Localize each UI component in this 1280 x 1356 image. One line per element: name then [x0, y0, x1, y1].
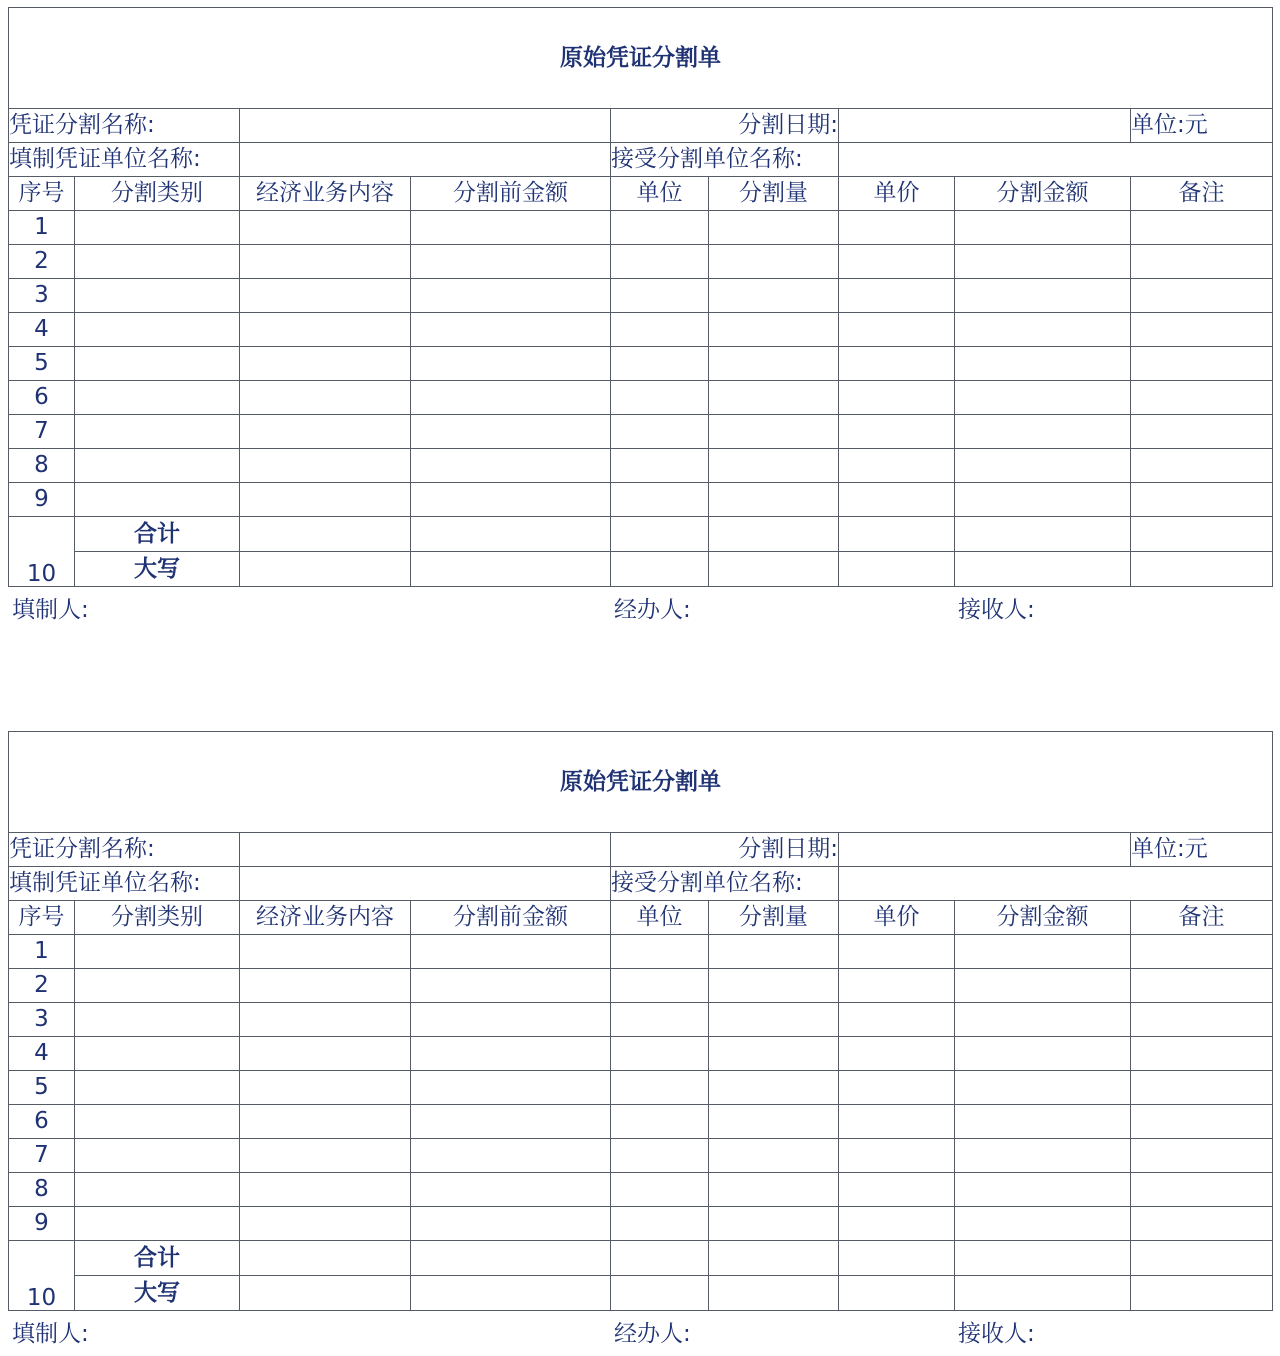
table-cell[interactable]	[240, 279, 411, 313]
table-cell[interactable]	[709, 449, 839, 483]
table-cell[interactable]	[955, 381, 1131, 415]
table-cell[interactable]	[411, 1037, 611, 1071]
table-cell[interactable]	[839, 1105, 955, 1139]
table-cell[interactable]	[75, 347, 240, 381]
row-number: 6	[9, 1105, 75, 1139]
table-cell[interactable]	[240, 415, 411, 449]
col-header: 序号	[9, 177, 75, 211]
col-header: 经济业务内容	[240, 901, 411, 935]
table-cell[interactable]	[839, 935, 955, 969]
split-name-field[interactable]	[240, 833, 611, 867]
capital-row	[9, 552, 1273, 587]
table-cell[interactable]	[240, 517, 411, 552]
table-cell[interactable]	[709, 1276, 839, 1311]
row-number: 10	[9, 517, 75, 587]
table-cell[interactable]	[839, 1207, 955, 1241]
table-cell[interactable]	[75, 449, 240, 483]
table-cell[interactable]	[709, 1105, 839, 1139]
row-number: 8	[9, 449, 75, 483]
table-row	[9, 211, 1273, 245]
table-cell[interactable]	[1131, 935, 1273, 969]
table-cell[interactable]	[411, 381, 611, 415]
table-cell[interactable]	[1131, 1071, 1273, 1105]
col-header: 分割量	[709, 901, 839, 935]
table-cell[interactable]	[240, 1241, 411, 1276]
table-row	[9, 415, 1273, 449]
table-cell[interactable]	[839, 969, 955, 1003]
table-cell[interactable]	[411, 517, 611, 552]
table-cell[interactable]	[955, 1207, 1131, 1241]
table-cell[interactable]	[709, 1173, 839, 1207]
table-cell[interactable]	[1131, 313, 1273, 347]
table-cell[interactable]	[709, 347, 839, 381]
table-cell[interactable]	[240, 552, 411, 587]
table-cell[interactable]	[75, 1207, 240, 1241]
total-label: 合计	[75, 517, 240, 552]
row-number: 3	[9, 279, 75, 313]
table-cell[interactable]	[411, 1071, 611, 1105]
table-cell[interactable]	[955, 1071, 1131, 1105]
table-cell[interactable]	[240, 449, 411, 483]
capital-row	[9, 1276, 1273, 1311]
table-cell[interactable]	[75, 381, 240, 415]
table-cell[interactable]	[955, 313, 1131, 347]
table-cell[interactable]	[955, 245, 1131, 279]
table-cell[interactable]	[75, 1037, 240, 1071]
table-cell[interactable]	[839, 313, 955, 347]
row-number: 5	[9, 347, 75, 381]
table-cell[interactable]	[1131, 1207, 1273, 1241]
table-cell[interactable]	[709, 517, 839, 552]
table-cell[interactable]	[839, 552, 955, 587]
table-cell[interactable]	[1131, 483, 1273, 517]
handler-label: 经办人:	[614, 597, 691, 623]
table-cell[interactable]	[611, 1139, 709, 1173]
table-cell[interactable]	[611, 1037, 709, 1071]
table-cell[interactable]	[839, 279, 955, 313]
table-cell[interactable]	[1131, 1241, 1273, 1276]
table-cell[interactable]	[1131, 969, 1273, 1003]
table-cell[interactable]	[709, 415, 839, 449]
table-cell[interactable]	[709, 1139, 839, 1173]
col-header: 分割量	[709, 177, 839, 211]
table-cell[interactable]	[75, 1105, 240, 1139]
table-cell[interactable]	[1131, 1037, 1273, 1071]
table-cell[interactable]	[1131, 1105, 1273, 1139]
table-cell[interactable]	[709, 1207, 839, 1241]
table-cell[interactable]	[1131, 517, 1273, 552]
table-header-row	[9, 901, 1273, 935]
table-cell[interactable]	[709, 552, 839, 587]
table-cell[interactable]	[955, 347, 1131, 381]
table-row	[9, 279, 1273, 313]
table-row	[9, 1105, 1273, 1139]
table-cell[interactable]	[611, 347, 709, 381]
receiver-unit-label: 接受分割单位名称:	[611, 143, 839, 177]
table-cell[interactable]	[75, 415, 240, 449]
row-number: 4	[9, 1037, 75, 1071]
table-cell[interactable]	[955, 935, 1131, 969]
table-cell[interactable]	[75, 245, 240, 279]
table-cell[interactable]	[611, 313, 709, 347]
table-cell[interactable]	[955, 1276, 1131, 1311]
table-cell[interactable]	[240, 1139, 411, 1173]
table-cell[interactable]	[240, 1173, 411, 1207]
split-name-label: 凭证分割名称:	[9, 833, 240, 867]
table-cell[interactable]	[709, 279, 839, 313]
table-cell[interactable]	[611, 1241, 709, 1276]
table-cell[interactable]	[75, 969, 240, 1003]
table-cell[interactable]	[709, 313, 839, 347]
table-row	[9, 347, 1273, 381]
table-cell[interactable]	[411, 1276, 611, 1311]
table-cell[interactable]	[240, 1003, 411, 1037]
table-cell[interactable]	[240, 211, 411, 245]
table-cell[interactable]	[411, 1173, 611, 1207]
table-cell[interactable]	[611, 1105, 709, 1139]
form-title: 原始凭证分割单	[9, 8, 1273, 109]
row-number: 7	[9, 1139, 75, 1173]
col-header: 单位	[611, 177, 709, 211]
table-cell[interactable]	[75, 935, 240, 969]
capital-label: 大写	[75, 1276, 240, 1311]
table-cell[interactable]	[611, 381, 709, 415]
row-number: 4	[9, 313, 75, 347]
table-cell[interactable]	[611, 1173, 709, 1207]
table-cell[interactable]	[411, 1241, 611, 1276]
table-cell[interactable]	[709, 381, 839, 415]
table-cell[interactable]	[611, 211, 709, 245]
table-row	[9, 1003, 1273, 1037]
table-cell[interactable]	[709, 935, 839, 969]
table-cell[interactable]	[411, 1207, 611, 1241]
table-cell[interactable]	[75, 313, 240, 347]
total-row	[9, 1241, 1273, 1276]
split-date-label: 分割日期:	[611, 833, 839, 867]
table-cell[interactable]	[955, 279, 1131, 313]
table-cell[interactable]	[611, 517, 709, 552]
table-row	[9, 1207, 1273, 1241]
col-header: 备注	[1131, 177, 1273, 211]
row-number: 5	[9, 1071, 75, 1105]
issuer-unit-field[interactable]	[240, 867, 611, 901]
table-cell[interactable]	[240, 483, 411, 517]
table-cell[interactable]	[611, 279, 709, 313]
currency-unit-label: 单位:元	[1131, 109, 1273, 143]
table-cell[interactable]	[411, 415, 611, 449]
issuer-unit-field[interactable]	[240, 143, 611, 177]
table-row	[9, 935, 1273, 969]
table-cell[interactable]	[955, 969, 1131, 1003]
table-cell[interactable]	[709, 483, 839, 517]
total-label: 合计	[75, 1241, 240, 1276]
voucher-table-1	[8, 7, 1273, 587]
table-cell[interactable]	[611, 483, 709, 517]
row-number: 2	[9, 969, 75, 1003]
table-cell[interactable]	[955, 552, 1131, 587]
table-cell[interactable]	[240, 347, 411, 381]
receiver-unit-field[interactable]	[839, 867, 1273, 901]
table-cell[interactable]	[839, 1037, 955, 1071]
table-cell[interactable]	[411, 483, 611, 517]
table-cell[interactable]	[955, 1003, 1131, 1037]
table-cell[interactable]	[411, 245, 611, 279]
table-cell[interactable]	[240, 381, 411, 415]
table-cell[interactable]	[839, 1276, 955, 1311]
split-name-label: 凭证分割名称:	[9, 109, 240, 143]
table-cell[interactable]	[839, 1139, 955, 1173]
table-cell[interactable]	[611, 969, 709, 1003]
table-cell[interactable]	[75, 279, 240, 313]
table-cell[interactable]	[240, 1037, 411, 1071]
table-cell[interactable]	[839, 1173, 955, 1207]
table-cell[interactable]	[839, 347, 955, 381]
table-cell[interactable]	[611, 935, 709, 969]
table-row	[9, 1139, 1273, 1173]
table-cell[interactable]	[839, 1003, 955, 1037]
table-cell[interactable]	[611, 449, 709, 483]
table-cell[interactable]	[1131, 1139, 1273, 1173]
table-cell[interactable]	[709, 1037, 839, 1071]
table-cell[interactable]	[611, 415, 709, 449]
table-cell[interactable]	[75, 1003, 240, 1037]
table-cell[interactable]	[611, 1276, 709, 1311]
table-cell[interactable]	[1131, 1276, 1273, 1311]
table-cell[interactable]	[709, 211, 839, 245]
table-cell[interactable]	[411, 211, 611, 245]
table-cell[interactable]	[240, 1071, 411, 1105]
table-cell[interactable]	[611, 1207, 709, 1241]
table-cell[interactable]	[411, 313, 611, 347]
table-cell[interactable]	[955, 449, 1131, 483]
row-number: 8	[9, 1173, 75, 1207]
table-cell[interactable]	[709, 245, 839, 279]
table-row	[9, 1071, 1273, 1105]
table-cell[interactable]	[240, 1276, 411, 1311]
table-cell[interactable]	[955, 415, 1131, 449]
table-cell[interactable]	[411, 1105, 611, 1139]
table-cell[interactable]	[839, 245, 955, 279]
table-cell[interactable]	[955, 1139, 1131, 1173]
table-cell[interactable]	[240, 313, 411, 347]
table-cell[interactable]	[75, 1071, 240, 1105]
table-cell[interactable]	[411, 552, 611, 587]
table-row	[9, 1037, 1273, 1071]
table-cell[interactable]	[1131, 347, 1273, 381]
table-cell[interactable]	[1131, 245, 1273, 279]
table-cell[interactable]	[411, 279, 611, 313]
row-number: 7	[9, 415, 75, 449]
table-cell[interactable]	[411, 1003, 611, 1037]
table-cell[interactable]	[411, 969, 611, 1003]
table-cell[interactable]	[240, 935, 411, 969]
table-row	[9, 381, 1273, 415]
row-number: 10	[9, 1241, 75, 1311]
table-cell[interactable]	[1131, 449, 1273, 483]
col-header: 分割前金额	[411, 901, 611, 935]
split-date-label: 分割日期:	[611, 109, 839, 143]
voucher-table-2	[8, 731, 1273, 1311]
split-date-field[interactable]	[839, 833, 1131, 867]
table-cell[interactable]	[611, 245, 709, 279]
table-cell[interactable]	[955, 1105, 1131, 1139]
table-row	[9, 245, 1273, 279]
issuer-unit-label: 填制凭证单位名称:	[9, 143, 240, 177]
table-cell[interactable]	[709, 1003, 839, 1037]
col-header: 分割类别	[75, 177, 240, 211]
table-cell[interactable]	[839, 449, 955, 483]
table-cell[interactable]	[240, 969, 411, 1003]
table-cell[interactable]	[411, 1139, 611, 1173]
row-number: 9	[9, 483, 75, 517]
handler-label: 经办人:	[614, 1321, 691, 1347]
table-cell[interactable]	[955, 1241, 1131, 1276]
table-cell[interactable]	[839, 381, 955, 415]
table-cell[interactable]	[411, 347, 611, 381]
table-row	[9, 449, 1273, 483]
table-cell[interactable]	[1131, 1003, 1273, 1037]
table-cell[interactable]	[709, 1071, 839, 1105]
row-number: 1	[9, 211, 75, 245]
table-cell[interactable]	[75, 1173, 240, 1207]
table-cell[interactable]	[1131, 552, 1273, 587]
table-cell[interactable]	[240, 245, 411, 279]
table-cell[interactable]	[1131, 1173, 1273, 1207]
table-cell[interactable]	[955, 1173, 1131, 1207]
table-row	[9, 969, 1273, 1003]
currency-unit-label: 单位:元	[1131, 833, 1273, 867]
table-cell[interactable]	[75, 1139, 240, 1173]
table-cell[interactable]	[955, 211, 1131, 245]
voucher-split-form-2	[8, 731, 1272, 1345]
table-cell[interactable]	[75, 211, 240, 245]
row-number: 1	[9, 935, 75, 969]
table-cell[interactable]	[240, 1207, 411, 1241]
col-header: 序号	[9, 901, 75, 935]
capital-label: 大写	[75, 552, 240, 587]
split-date-field[interactable]	[839, 109, 1131, 143]
receiver-label: 接收人:	[958, 597, 1035, 623]
row-number: 6	[9, 381, 75, 415]
col-header: 分割金额	[955, 177, 1131, 211]
col-header: 单位	[611, 901, 709, 935]
row-number: 3	[9, 1003, 75, 1037]
table-cell[interactable]	[611, 1003, 709, 1037]
col-header: 备注	[1131, 901, 1273, 935]
table-cell[interactable]	[839, 483, 955, 517]
table-cell[interactable]	[839, 1071, 955, 1105]
signature-line	[8, 587, 1272, 621]
table-cell[interactable]	[240, 1105, 411, 1139]
table-cell[interactable]	[839, 1241, 955, 1276]
col-header: 单价	[839, 177, 955, 211]
receiver-unit-field[interactable]	[839, 143, 1273, 177]
table-row	[9, 1173, 1273, 1207]
table-cell[interactable]	[411, 935, 611, 969]
receiver-unit-label: 接受分割单位名称:	[611, 867, 839, 901]
table-row	[9, 313, 1273, 347]
table-cell[interactable]	[1131, 415, 1273, 449]
preparer-label: 填制人:	[12, 597, 89, 623]
row-number: 2	[9, 245, 75, 279]
receiver-label: 接收人:	[958, 1321, 1035, 1347]
total-row	[9, 517, 1273, 552]
form-title: 原始凭证分割单	[9, 732, 1273, 833]
table-cell[interactable]	[955, 517, 1131, 552]
preparer-label: 填制人:	[12, 1321, 89, 1347]
table-cell[interactable]	[1131, 279, 1273, 313]
table-cell[interactable]	[1131, 381, 1273, 415]
table-cell[interactable]	[1131, 211, 1273, 245]
col-header: 单价	[839, 901, 955, 935]
col-header: 分割金额	[955, 901, 1131, 935]
voucher-split-form-1	[8, 7, 1272, 621]
table-cell[interactable]	[839, 517, 955, 552]
table-cell[interactable]	[75, 483, 240, 517]
table-cell[interactable]	[411, 449, 611, 483]
table-cell[interactable]	[955, 1037, 1131, 1071]
table-cell[interactable]	[709, 969, 839, 1003]
table-cell[interactable]	[709, 1241, 839, 1276]
table-header-row	[9, 177, 1273, 211]
split-name-field[interactable]	[240, 109, 611, 143]
col-header: 经济业务内容	[240, 177, 411, 211]
table-row	[9, 483, 1273, 517]
table-cell[interactable]	[955, 483, 1131, 517]
col-header: 分割类别	[75, 901, 240, 935]
col-header: 分割前金额	[411, 177, 611, 211]
table-cell[interactable]	[839, 415, 955, 449]
issuer-unit-label: 填制凭证单位名称:	[9, 867, 240, 901]
row-number: 9	[9, 1207, 75, 1241]
signature-line	[8, 1311, 1272, 1345]
table-cell[interactable]	[839, 211, 955, 245]
table-cell[interactable]	[611, 552, 709, 587]
table-cell[interactable]	[611, 1071, 709, 1105]
